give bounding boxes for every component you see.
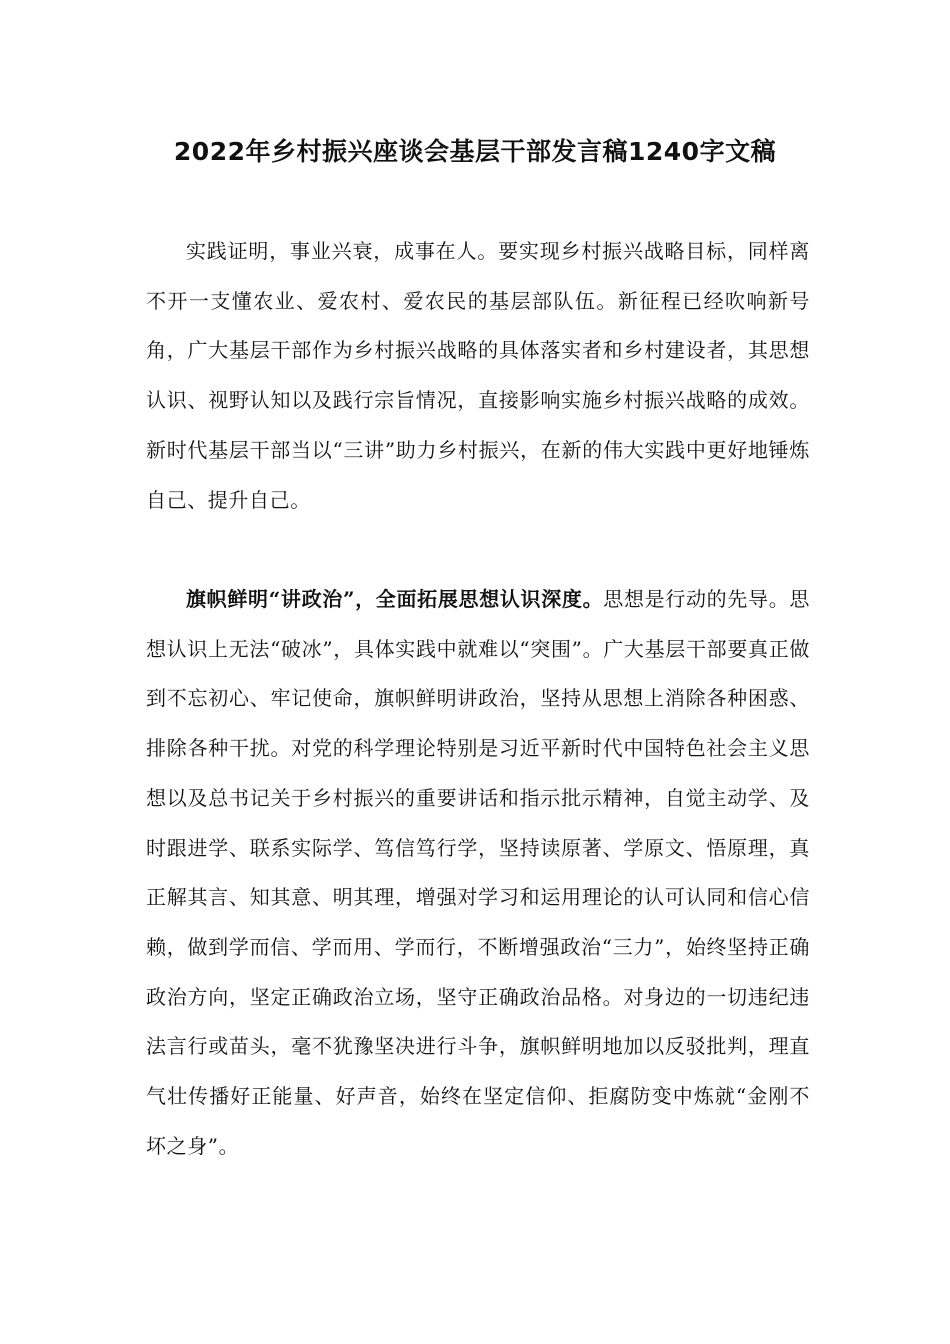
- paragraph-body-text: 思想是行动的先导。思想认识上无法“破冰”，具体实践中就难以“突围”。广大基层干部要真正做到不忘初心、牢记使命，旗帜鲜明讲政治，坚持从思想上消除各种困惑、排除各种干扰。对党的科学理论特别是习近平新时代中国特色社会主义思想以及总书记关于乡村振兴的重要讲话和指示批示精神，自觉主动学、及时跟进学、联系实际学、笃信笃行学，坚持读原著、学原文、悟原理，真正解其言、知其意、明其理，增强对学习和运用理论的认可认同和信心信赖，做到学而信、学而用、学而行，不断增强政治“三力”，始终坚持正确政治方向，坚定正确政治立场，坚守正确政治品格。对身边的一切违纪违法言行或苗头，毫不犹豫坚决进行斗争，旗帜鲜明地加以反驳批判，理直气壮传播好正能量、好声音，始终在坚定信仰、拒腐防变中炼就“金刚不坏之身”。: [146, 587, 810, 1158]
- paragraph-intro: 实践证明，事业兴衰，成事在人。要实现乡村振兴战略目标，同样离不开一支懂农业、爱农村、爱农民的基层部队伍。新征程已经吹响新号角，广大基层干部作为乡村振兴战略的具体落实者和乡村建设者，其思想认识、视野认知以及践行宗旨情况，直接影响实施乡村振兴战略的成效。新时代基层干部当以“三讲”助力乡村振兴，在新的伟大实践中更好地锤炼自己、提升自己。: [146, 239, 810, 512]
- paragraph-lead-heading: 旗帜鲜明“讲政治”，全面拓展思想认识深度。: [186, 587, 604, 611]
- document-title: 2022年乡村振兴座谈会基层干部发言稿1240字文稿: [173, 137, 777, 166]
- paragraph-politics: [146, 575, 810, 1171]
